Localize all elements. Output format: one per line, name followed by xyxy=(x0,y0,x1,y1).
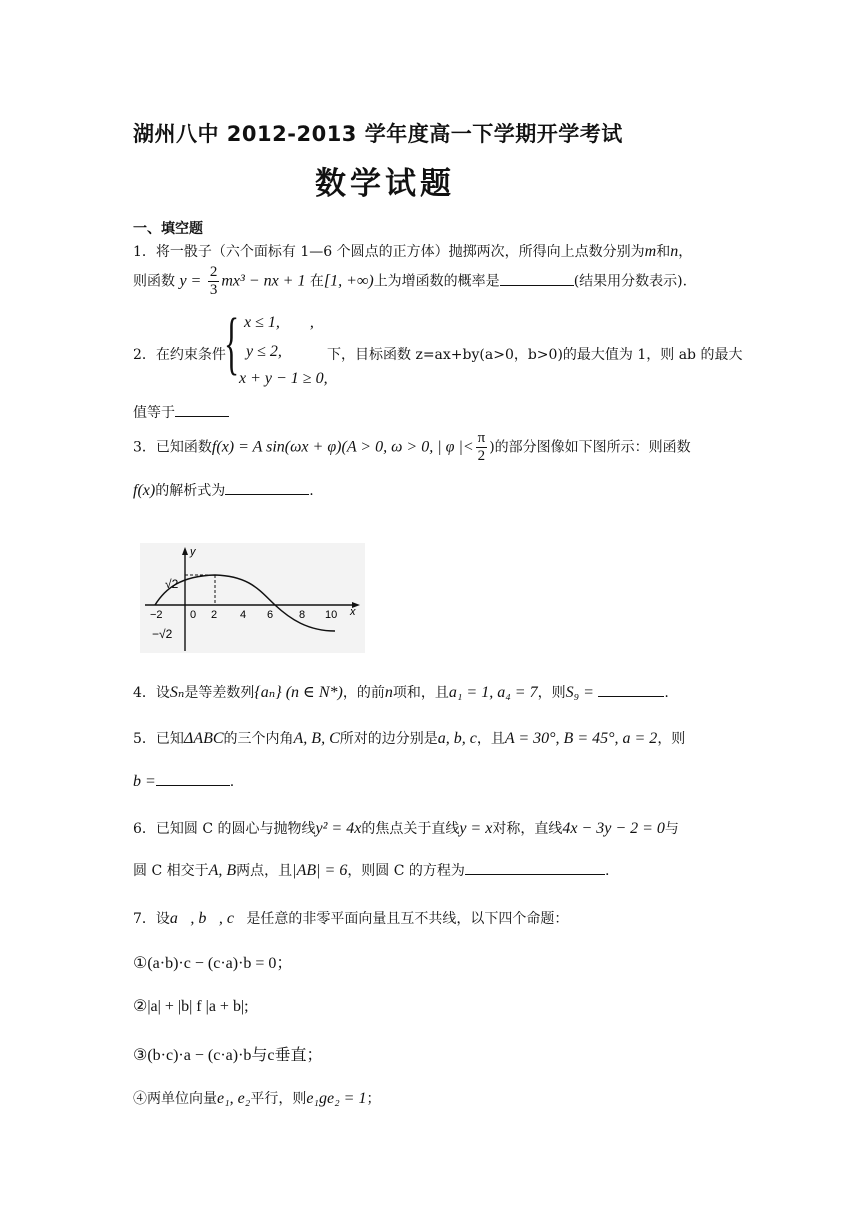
q2-prefix: 2．在约束条件 xyxy=(133,347,226,363)
answer-blank xyxy=(500,271,574,286)
q4-line: 4．设Sₙ是等差数列{aₙ} (n ∈ N*)，的前n项和，且a₁ = 1, a₄ = 7，则S₉ = . xyxy=(133,684,669,701)
q7-proposition-2: ②|a| + |b| f |a + b|; xyxy=(133,998,249,1015)
q3-line2: f(x)的解析式为 . xyxy=(133,482,314,499)
q3-fraction: $\frac{\pi}{2}$ xyxy=(477,430,486,464)
x-tick-label: −2 xyxy=(150,609,163,621)
neg-sqrt2-label: −√2 xyxy=(152,627,173,641)
answer-blank xyxy=(156,771,230,786)
q6-line1: 6．已知圆 C 的圆心与抛物线y² = 4x的焦点关于直线y = x对称，直线4x − 3y − 2 = 0与 xyxy=(133,820,679,837)
answer-blank xyxy=(225,480,309,495)
graph-background xyxy=(140,543,365,653)
answer-blank xyxy=(465,860,605,875)
q5-line1: 5．已知ΔABC的三个内角A, B, C所对的边分别是a, b, c，且A = 30°, B = 45°, a = 2，则 xyxy=(133,730,686,747)
y-axis-label: y xyxy=(190,546,196,558)
sqrt2-label: √2 xyxy=(165,577,179,591)
answer-blank xyxy=(175,402,229,417)
q5-line2: b = . xyxy=(133,773,235,790)
q7-line1: 7．设a⃗, b⃗, c⃗是任意的非零平面向量且互不共线，以下四个命题： xyxy=(133,910,569,927)
q7-proposition-1: ①(a·b)·c − (c·a)·b = 0； xyxy=(133,955,293,972)
exam-title: 湖州八中 2012-2013 学年度高一下学期开学考试 xyxy=(133,122,623,146)
q1-fraction: $\frac{2}{3}$ xyxy=(209,264,218,298)
q2-constraint-2: y ≤ 2, xyxy=(246,343,282,360)
x-tick-label: 6 xyxy=(267,609,274,621)
q7-proposition-4: ④两单位向量e₁, e₂平行，则e₁ge₂ = 1； xyxy=(133,1090,381,1107)
x-tick-label: 10 xyxy=(325,609,338,621)
x-tick-label: 2 xyxy=(211,609,218,621)
q3-line1: 3．已知函数f(x) = A sin(ωx + φ)(A > 0, ω > 0, | φ |< $\frac{\pi}{2}$ )的部分图像如下图所示：则函数 xyxy=(133,430,691,464)
exam-subtitle: 数学试题 xyxy=(315,166,455,202)
q7-proposition-3: ③(b·c)·a − (c·a)·b与c垂直； xyxy=(133,1047,323,1064)
q1-line2: 则函数 y = $\frac{2}{3}$ mx³ − nx + 1 在[1, +∞)上为增函数的概率是 (结果用分数表示). xyxy=(133,264,688,298)
sine-graph xyxy=(140,543,365,653)
x-axis-label: x xyxy=(350,606,356,618)
answer-blank xyxy=(598,682,664,697)
x-tick-label: 0 xyxy=(190,609,197,621)
q6-line2: 圆 C 相交于A, B两点，且|AB| = 6，则圆 C 的方程为 . xyxy=(133,862,610,879)
q2-constraint-3: x + y − 1 ≥ 0, xyxy=(239,370,328,387)
section-heading: 一、填空题 xyxy=(133,221,203,237)
x-tick-label: 4 xyxy=(240,609,247,621)
q2-brace: { xyxy=(224,305,240,382)
q2-constraint-1: x ≤ 1, , xyxy=(244,314,314,331)
q2-line2: 值等于 xyxy=(133,402,229,422)
q2-text: 下，目标函数 z=ax+by(a>0，b>0)的最大值为 1，则 ab 的最大 xyxy=(327,347,743,363)
q1-line1: 1．将一骰子（六个面标有 1—6 个圆点的正方体）抛掷两次，所得向上点数分别为m和n， xyxy=(133,243,693,260)
x-tick-label: 8 xyxy=(299,609,306,621)
